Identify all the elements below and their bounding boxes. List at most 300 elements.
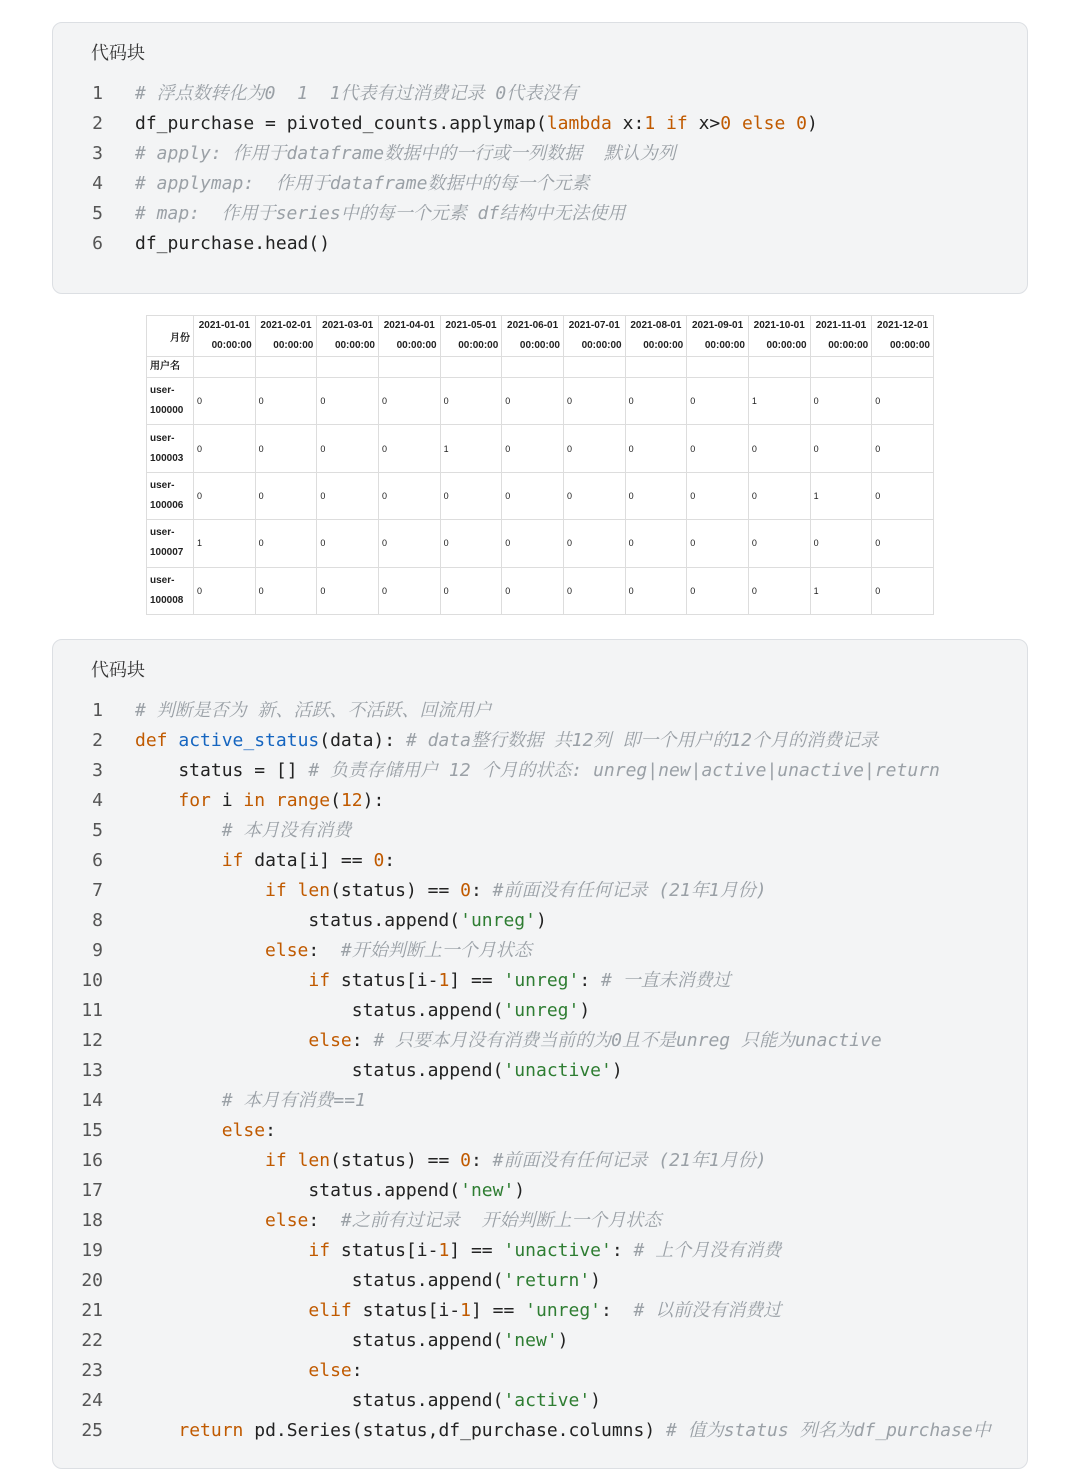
- code-token: ): [611, 1060, 623, 1081]
- code-token: #前面没有任何记录 (21年1月份): [492, 880, 767, 901]
- code-token: 'unreg': [503, 970, 580, 991]
- code-text: [135, 696, 492, 726]
- code-line: [53, 1086, 1027, 1116]
- column-header: [687, 316, 749, 357]
- table-cell: 0: [378, 520, 440, 567]
- column-date: 2021-07-01: [568, 320, 620, 331]
- table-cell: 0: [563, 520, 625, 567]
- code-token: [135, 940, 265, 961]
- table-cell: 1: [748, 378, 810, 425]
- line-number: 11: [81, 1000, 103, 1021]
- column-date: 2021-10-01: [753, 320, 805, 331]
- column-time: 00:00:00: [704, 340, 745, 351]
- code-token: ): [579, 1000, 591, 1021]
- code-token: for: [178, 790, 211, 811]
- code-token: [265, 790, 276, 811]
- table-cell: 0: [255, 378, 317, 425]
- code-token: 1: [438, 970, 450, 991]
- row-user: [147, 567, 194, 614]
- code-token: status.append(: [135, 910, 461, 931]
- line-number: 2: [92, 730, 103, 751]
- code-token: if: [221, 850, 244, 871]
- table-cell: 0: [255, 425, 317, 472]
- code-text: [135, 229, 330, 259]
- code-text: [135, 786, 384, 816]
- user-prefix: user-: [150, 385, 175, 397]
- code-token: ): [535, 910, 547, 931]
- column-date: 2021-03-01: [322, 320, 374, 331]
- code-token: :: [579, 970, 602, 991]
- line-number: 4: [92, 173, 103, 194]
- table-body: [147, 378, 934, 615]
- table-cell: 0: [810, 520, 872, 567]
- code-token: :: [308, 1210, 341, 1231]
- code-line: [53, 1176, 1027, 1206]
- line-number: 9: [92, 940, 103, 961]
- user-id: 100006: [150, 499, 184, 511]
- column-time: 00:00:00: [211, 340, 252, 351]
- line-number: 1: [92, 700, 103, 721]
- code-token: status[i-: [351, 1300, 461, 1321]
- index-spacer: [625, 357, 687, 378]
- code-line: [53, 696, 1027, 726]
- table-row: [147, 378, 934, 425]
- table-cell: 0: [563, 472, 625, 519]
- line-number: 22: [81, 1330, 103, 1351]
- code-token: ] ==: [449, 970, 504, 991]
- user-id: 100008: [150, 594, 184, 606]
- code-token: pd.Series(status,df_purchase.columns): [243, 1420, 667, 1441]
- code-token: 0: [460, 1150, 471, 1171]
- code-line: [53, 1326, 1027, 1356]
- code-token: [731, 113, 742, 134]
- code-token: x:: [611, 113, 645, 134]
- code-token: 'new': [503, 1330, 558, 1351]
- code-line: [53, 846, 1027, 876]
- column-date: 2021-01-01: [198, 320, 250, 331]
- column-header: [563, 316, 625, 357]
- line-number: 17: [81, 1180, 103, 1201]
- code-token: status.append(: [135, 1270, 504, 1291]
- code-line: [53, 996, 1027, 1026]
- code-text: [135, 1326, 569, 1356]
- code-text: [135, 1416, 991, 1446]
- table-cell: 0: [502, 567, 564, 614]
- column-date: 2021-08-01: [630, 320, 682, 331]
- code-line: [53, 1356, 1027, 1386]
- table-cell: 0: [502, 472, 564, 519]
- line-number: 15: [81, 1120, 103, 1141]
- table-cell: 0: [194, 567, 256, 614]
- code-token: len: [297, 880, 331, 901]
- code-lines: [53, 79, 1027, 259]
- code-token: if: [666, 113, 688, 134]
- column-time: 00:00:00: [828, 340, 869, 351]
- column-date: 2021-09-01: [692, 320, 744, 331]
- table-cell: 0: [625, 378, 687, 425]
- column-date: 2021-05-01: [445, 320, 497, 331]
- code-text: [135, 139, 676, 169]
- code-line: [53, 1386, 1027, 1416]
- code-token: #前面没有任何记录 (21年1月份): [492, 1150, 767, 1171]
- code-text: [135, 1056, 623, 1086]
- code-line: [53, 139, 1027, 169]
- table-header-row: [147, 316, 934, 357]
- code-token: :: [470, 1150, 493, 1171]
- code-line: [53, 756, 1027, 786]
- code-line: [53, 229, 1027, 259]
- code-token: # applymap: 作用于dataframe数据中的每一个元素: [135, 173, 590, 194]
- code-token: # 负责存储用户 12 个月的状态: unreg|new|active|unactive|return: [308, 760, 940, 781]
- code-token: [135, 1360, 308, 1381]
- line-number: 4: [92, 790, 103, 811]
- user-id: 100007: [150, 547, 184, 559]
- table-cell: 0: [440, 378, 502, 425]
- code-token: # map: 作用于series中的每一个元素 df结构中无法使用: [135, 203, 626, 224]
- table-index-row: [147, 357, 934, 378]
- code-token: 1: [460, 1300, 471, 1321]
- code-line: [53, 936, 1027, 966]
- dataframe-table: [146, 315, 934, 615]
- table-cell: 0: [378, 472, 440, 519]
- index-spacer: [378, 357, 440, 378]
- line-number: 24: [81, 1390, 103, 1411]
- table-cell: 0: [687, 567, 749, 614]
- row-user: [147, 425, 194, 472]
- index-spacer: [810, 357, 872, 378]
- line-number: 1: [92, 83, 103, 104]
- line-number: 8: [92, 910, 103, 931]
- code-token: if: [308, 1240, 331, 1261]
- code-token: if: [265, 1150, 287, 1171]
- code-text: [135, 1086, 366, 1116]
- table-row: [147, 567, 934, 614]
- code-token: else: [308, 1360, 352, 1381]
- code-line: [53, 1236, 1027, 1266]
- code-token: ] ==: [449, 1240, 504, 1261]
- line-number: 14: [81, 1090, 103, 1111]
- table-cell: 0: [317, 425, 379, 472]
- table-row: [147, 472, 934, 519]
- code-token: :: [351, 1030, 374, 1051]
- line-number: 12: [81, 1030, 103, 1051]
- line-number: 6: [92, 850, 103, 871]
- code-token: status[i-: [330, 1240, 439, 1261]
- code-text: [135, 1356, 363, 1386]
- code-line: [53, 786, 1027, 816]
- code-token: ): [557, 1330, 569, 1351]
- code-token: # 本月有消费==1: [221, 1090, 366, 1111]
- table-cell: 0: [502, 425, 564, 472]
- table-cell: 0: [687, 425, 749, 472]
- code-line: [53, 109, 1027, 139]
- table-cell: 0: [872, 472, 934, 519]
- table-cell: 0: [687, 472, 749, 519]
- code-token: 'unreg': [460, 910, 536, 931]
- code-token: 'active': [503, 1390, 591, 1411]
- line-number: 5: [92, 203, 103, 224]
- code-token: # apply: 作用于dataframe数据中的一行或一列数据 默认为列: [135, 143, 676, 164]
- code-token: # 判断是否为 新、活跃、不活跃、回流用户: [135, 700, 492, 721]
- column-time: 00:00:00: [519, 340, 560, 351]
- row-user: [147, 472, 194, 519]
- code-token: if: [265, 880, 287, 901]
- column-date: 2021-02-01: [260, 320, 312, 331]
- code-token: status.append(: [135, 1180, 461, 1201]
- line-number: 25: [81, 1420, 103, 1441]
- user-id: 100000: [150, 405, 184, 417]
- code-token: 'new': [460, 1180, 515, 1201]
- line-number: 13: [81, 1060, 103, 1081]
- user-header: 用户名: [147, 357, 194, 378]
- code-token: (: [330, 790, 341, 811]
- code-line: [53, 816, 1027, 846]
- code-token: status = []: [135, 760, 309, 781]
- code-token: # 值为status 列名为df_purchase中: [666, 1420, 991, 1441]
- code-token: 0: [720, 113, 732, 134]
- code-text: [135, 1236, 781, 1266]
- code-token: status.append(: [135, 1390, 504, 1411]
- code-text: [135, 906, 547, 936]
- code-text: [135, 1296, 781, 1326]
- column-header: [502, 316, 564, 357]
- code-text: [135, 1176, 525, 1206]
- table-cell: 0: [317, 520, 379, 567]
- line-number: 19: [81, 1240, 103, 1261]
- code-line: [53, 169, 1027, 199]
- table-row: [147, 520, 934, 567]
- column-time: 00:00:00: [334, 340, 375, 351]
- column-date: 2021-11-01: [815, 320, 867, 331]
- column-time: 00:00:00: [458, 340, 499, 351]
- table-cell: 0: [378, 567, 440, 614]
- column-header: [378, 316, 440, 357]
- code-text: [135, 79, 578, 109]
- code-text: [135, 726, 878, 756]
- table-cell: 0: [872, 567, 934, 614]
- line-number: 2: [92, 113, 103, 134]
- code-token: 0: [373, 850, 385, 871]
- code-token: range: [275, 790, 331, 811]
- table-cell: 0: [440, 472, 502, 519]
- user-id: 100003: [150, 452, 184, 464]
- code-text: [135, 1266, 601, 1296]
- column-header: [440, 316, 502, 357]
- code-text: [135, 1146, 767, 1176]
- line-number: 3: [92, 760, 103, 781]
- code-line: [53, 726, 1027, 756]
- code-line: [53, 1026, 1027, 1056]
- column-header: [255, 316, 317, 357]
- table-cell: 0: [563, 378, 625, 425]
- column-time: 00:00:00: [273, 340, 314, 351]
- code-token: else: [741, 113, 786, 134]
- row-user: [147, 378, 194, 425]
- line-number: 7: [92, 880, 103, 901]
- code-text: [135, 876, 767, 906]
- code-token: ): [590, 1270, 602, 1291]
- column-header: [810, 316, 872, 357]
- column-header: [748, 316, 810, 357]
- code-token: else: [308, 1030, 352, 1051]
- code-token: in: [243, 790, 266, 811]
- code-token: [135, 1150, 265, 1171]
- code-token: else: [265, 940, 309, 961]
- row-user: [147, 520, 194, 567]
- table-cell: 0: [317, 378, 379, 425]
- code-token: x>: [687, 113, 721, 134]
- table-cell: 1: [194, 520, 256, 567]
- table-cell: 0: [810, 378, 872, 425]
- code-token: 0: [460, 880, 471, 901]
- line-number: 5: [92, 820, 103, 841]
- table-cell: 0: [194, 425, 256, 472]
- code-text: [135, 1026, 882, 1056]
- index-spacer: [872, 357, 934, 378]
- line-number: 10: [81, 970, 103, 991]
- code-token: else: [221, 1120, 266, 1141]
- table-cell: 0: [440, 567, 502, 614]
- table-cell: 0: [378, 378, 440, 425]
- code-token: [168, 730, 179, 751]
- table-cell: 0: [625, 472, 687, 519]
- code-token: #开始判断上一个月状态: [340, 940, 532, 961]
- code-text: [135, 199, 625, 229]
- code-text: [135, 966, 731, 996]
- table-cell: 0: [625, 520, 687, 567]
- column-date: 2021-12-01: [877, 320, 929, 331]
- index-spacer: [194, 357, 256, 378]
- code-token: [135, 850, 222, 871]
- code-token: [135, 820, 222, 841]
- code-token: :: [351, 1360, 363, 1381]
- line-number: 16: [81, 1150, 103, 1171]
- code-block-title: 代码块: [91, 43, 145, 64]
- user-prefix: user-: [150, 432, 175, 444]
- code-token: [135, 1210, 265, 1231]
- code-token: (status) ==: [330, 880, 461, 901]
- table-cell: 1: [810, 567, 872, 614]
- code-token: :: [601, 1300, 634, 1321]
- index-spacer: [563, 357, 625, 378]
- code-line: [53, 1266, 1027, 1296]
- user-prefix: user-: [150, 574, 175, 586]
- code-token: :: [308, 940, 341, 961]
- code-token: i: [210, 790, 244, 811]
- code-token: df_purchase = pivoted_counts.applymap(: [135, 113, 547, 134]
- index-spacer: [687, 357, 749, 378]
- code-token: active_status: [178, 730, 320, 751]
- table-cell: 0: [748, 472, 810, 519]
- line-number: 23: [81, 1360, 103, 1381]
- code-token: [135, 1300, 308, 1321]
- code-token: 12: [340, 790, 363, 811]
- table-cell: 0: [748, 520, 810, 567]
- line-number: 6: [92, 233, 103, 254]
- code-token: status.append(: [135, 1000, 504, 1021]
- table-cell: 0: [194, 378, 256, 425]
- code-token: status.append(: [135, 1330, 504, 1351]
- index-spacer: [502, 357, 564, 378]
- code-line: [53, 876, 1027, 906]
- code-text: [135, 846, 395, 876]
- code-token: [287, 1150, 298, 1171]
- line-number: 21: [81, 1300, 103, 1321]
- code-line: [53, 966, 1027, 996]
- code-token: :: [265, 1120, 276, 1141]
- code-token: [135, 880, 265, 901]
- code-token: 'unactive': [503, 1060, 612, 1081]
- code-line: [53, 1146, 1027, 1176]
- code-token: return: [178, 1420, 244, 1441]
- line-number: 3: [92, 143, 103, 164]
- code-line: [53, 1416, 1027, 1446]
- code-token: [135, 1420, 178, 1441]
- code-text: [135, 109, 818, 139]
- table-cell: 0: [872, 378, 934, 425]
- column-header: [317, 316, 379, 357]
- index-spacer: [317, 357, 379, 378]
- table-cell: 0: [440, 520, 502, 567]
- code-token: [135, 970, 308, 991]
- column-time: 00:00:00: [643, 340, 684, 351]
- code-token: lambda: [546, 113, 612, 134]
- table-cell: 0: [255, 567, 317, 614]
- code-line: [53, 79, 1027, 109]
- table-cell: 0: [194, 472, 256, 519]
- code-token: # 上个月没有消费: [633, 1240, 782, 1261]
- code-token: ): [514, 1180, 526, 1201]
- code-line: [53, 1116, 1027, 1146]
- table-cell: 0: [687, 378, 749, 425]
- code-token: [287, 880, 298, 901]
- code-token: :: [611, 1240, 634, 1261]
- code-token: elif: [308, 1300, 352, 1321]
- code-lines: [53, 696, 1027, 1446]
- code-token: 'unreg': [525, 1300, 602, 1321]
- index-spacer: [440, 357, 502, 378]
- code-text: [135, 756, 940, 786]
- column-header: [625, 316, 687, 357]
- table-row: [147, 425, 934, 472]
- code-line: [53, 199, 1027, 229]
- table-cell: 0: [748, 567, 810, 614]
- table-cell: 0: [625, 425, 687, 472]
- line-number: 18: [81, 1210, 103, 1231]
- code-line: [53, 1206, 1027, 1236]
- table-cell: 0: [255, 520, 317, 567]
- table-cell: 0: [502, 378, 564, 425]
- user-prefix: user-: [150, 527, 175, 539]
- code-token: [135, 1090, 222, 1111]
- code-token: [655, 113, 666, 134]
- table-cell: 0: [625, 567, 687, 614]
- code-text: [135, 936, 532, 966]
- table-cell: 0: [378, 425, 440, 472]
- month-header: 月份: [147, 316, 194, 357]
- code-text: [135, 169, 589, 199]
- code-token: # 以前没有消费过: [633, 1300, 782, 1321]
- index-spacer: [748, 357, 810, 378]
- table-cell: 0: [748, 425, 810, 472]
- code-token: ): [806, 113, 818, 134]
- column-time: 00:00:00: [396, 340, 437, 351]
- column-header: [194, 316, 256, 357]
- code-token: (status) ==: [330, 1150, 461, 1171]
- code-token: 'unreg': [503, 1000, 580, 1021]
- line-number: 20: [81, 1270, 103, 1291]
- code-token: 1: [644, 113, 656, 134]
